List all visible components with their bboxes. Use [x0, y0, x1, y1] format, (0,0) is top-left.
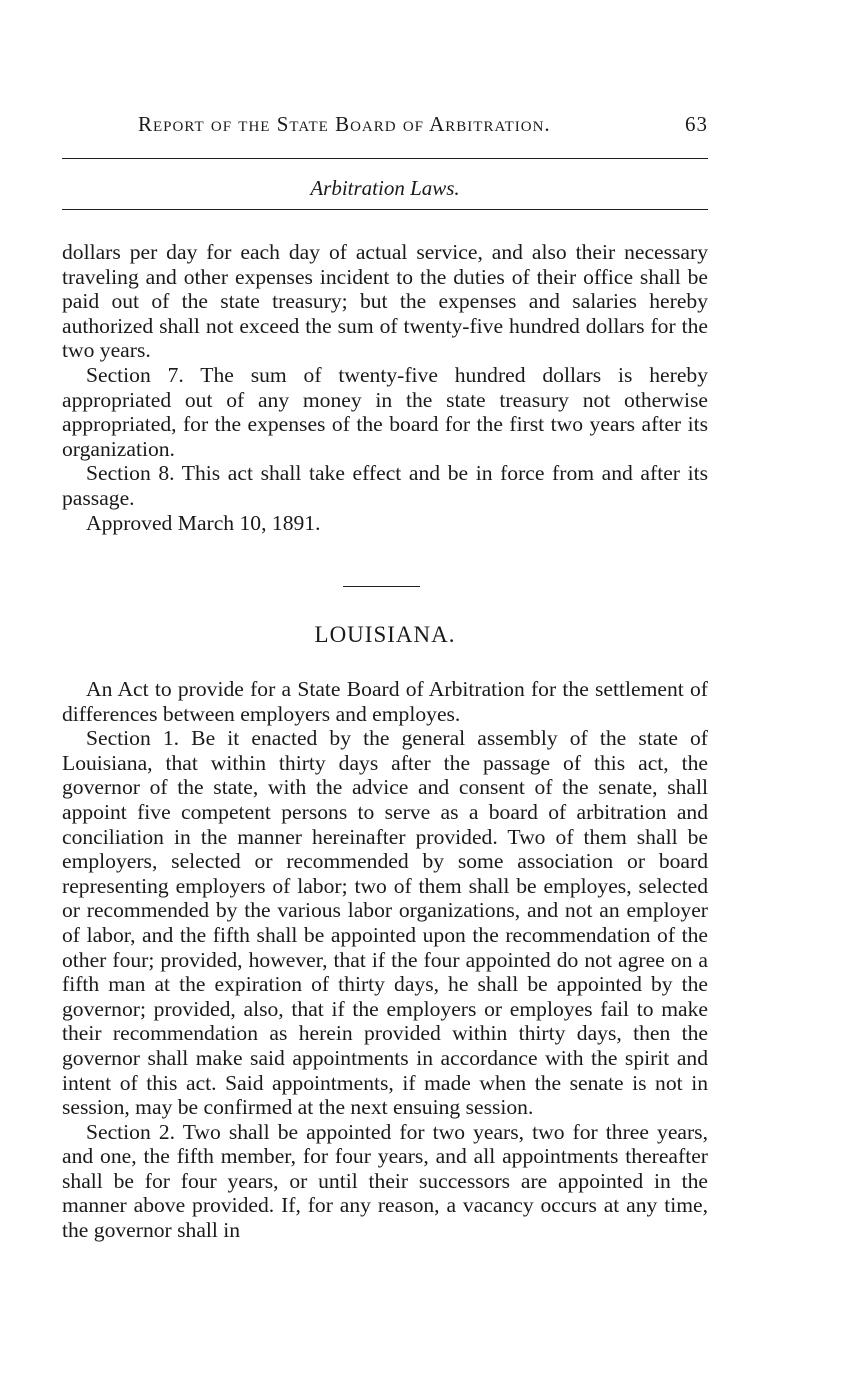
paragraph-section-1: Section 1. Be it enacted by the general assembly of the state of Louisiana, that within thirty days after the passage of this act, the governor of the state, with the advice and consent of the senate, shall appoint five competent persons to serve as a board of arbitration and conciliation in the manner hereinafter provided. Two of them shall be employers, selected or recommended by some association or board representing employers of labor; two of them shall be employes, selected or recommended by the various labor organizations, and not an employer of labor, and the fifth shall be appointed upon the recommendation of the other four; provided, however, that if the four appointed do not agree on a fifth man at the expiration of thirty days, he shall be appointed by the governor; provided, also, that if the employers or employes fail to make their recommendation as herein provided within thirty days, then the governor shall make said appointments in accordance with the spirit and intent of this act. Said appointments, if made when the senate is not in session, may be confirmed at the next ensuing session.	[62, 726, 708, 1120]
header-rule-bottom	[62, 209, 708, 210]
section-divider	[343, 586, 420, 587]
header-rule-top	[62, 158, 708, 159]
paragraph-section-8: Section 8. This act shall take effect and be in force from and after its passage.	[62, 461, 708, 510]
section-title: LOUISIANA.	[314, 622, 456, 647]
upper-text-block	[62, 240, 708, 535]
paragraph-act-title: An Act to provide for a State Board of Arbitration for the settlement of differences between employers and employes.	[62, 677, 708, 726]
paragraph-section-2: Section 2. Two shall be appointed for two years, two for three years, and one, the fifth member, for four years, and all appointments thereafter shall be for four years, or until their successors are appointed in the manner above provided. If, for any reason, a vacancy occurs at any time, the governor shall in	[62, 1119, 708, 1243]
paragraph-section-7: Section 7. The sum of twenty-five hundred dollars is hereby appropriated out of any money in the state treasury not otherwise appropriated, for the expenses of the board for the first two years after its organization.	[62, 362, 708, 461]
louisiana-text-block	[62, 677, 708, 1243]
paragraph-continuation: dollars per day for each day of actual service, and also their necessary traveling and other expenses incident to the duties of their office shall be paid out of the state treasury; but the expenses and salaries hereby authorized shall not exceed the sum of twenty-five hundred dollars for the two years.	[62, 240, 708, 363]
subhead: Arbitration Laws.	[310, 176, 460, 200]
paragraph-approved: Approved March 10, 1891.	[86, 510, 321, 535]
page-number: 63	[685, 112, 708, 136]
running-title: Report of the State Board of Arbitration.	[138, 112, 551, 136]
